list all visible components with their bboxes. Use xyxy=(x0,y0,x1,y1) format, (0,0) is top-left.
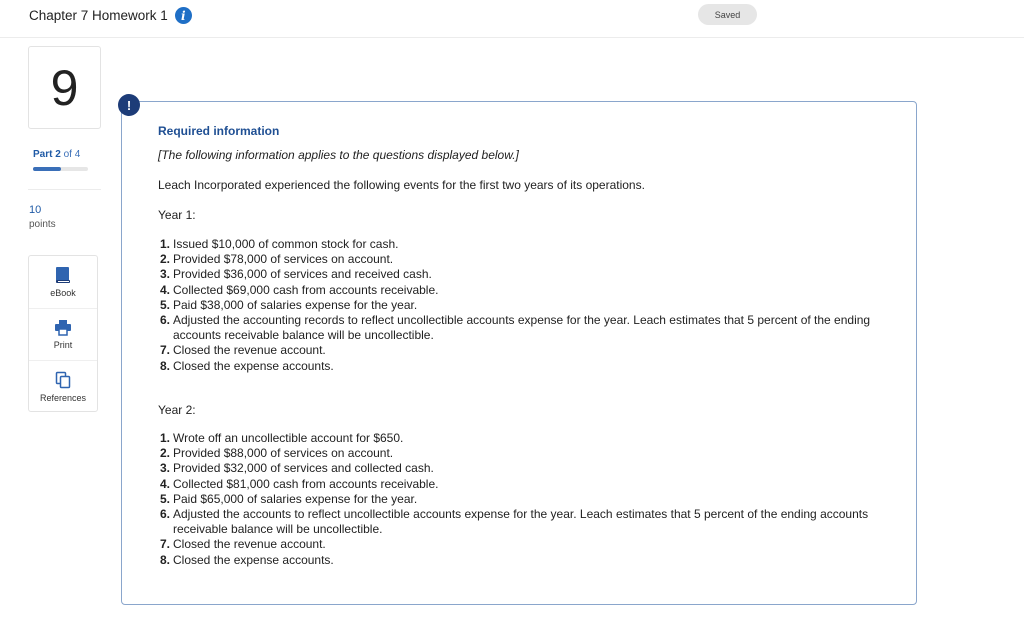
intro-text: Leach Incorporated experienced the following events for the first two years of its operations. xyxy=(158,178,645,192)
year1-event-item xyxy=(158,343,878,358)
print-label: Print xyxy=(53,340,73,350)
references-label: References xyxy=(39,393,87,403)
event-number: 6. xyxy=(160,507,171,522)
tools-panel xyxy=(28,255,98,412)
event-text: Provided $88,000 of services on account. xyxy=(173,446,394,461)
event-number: 7. xyxy=(160,537,171,552)
year1-event-item xyxy=(158,237,878,252)
ebook-label: eBook xyxy=(50,288,76,298)
year1-event-item xyxy=(158,359,878,374)
event-text: Closed the revenue account. xyxy=(173,537,326,552)
year2-event-item xyxy=(158,461,878,476)
required-info-title: Required information xyxy=(158,124,280,138)
references-icon xyxy=(55,371,71,389)
event-number: 2. xyxy=(160,252,171,267)
event-text: Collected $81,000 cash from accounts receivable. xyxy=(173,476,439,491)
event-text: Adjusted the accounts to reflect uncollectible accounts expense for the year. Leach estimates that 5 percent of the ending accounts receivable balance will be uncollectible. xyxy=(173,507,869,537)
year2-event-item xyxy=(158,537,878,552)
year1-heading: Year 1: xyxy=(158,208,196,222)
event-number: 8. xyxy=(160,358,171,373)
divider xyxy=(28,189,101,190)
event-number: 4. xyxy=(160,282,171,297)
year2-events-list xyxy=(158,431,878,568)
year1-event-item xyxy=(158,252,878,267)
ebook-button[interactable] xyxy=(29,256,97,308)
part-current: 2 xyxy=(55,149,61,160)
event-text: Closed the revenue account. xyxy=(173,343,326,358)
alert-icon: ! xyxy=(118,94,140,116)
year1-event-item xyxy=(158,313,878,343)
part-progress-bar xyxy=(33,167,88,171)
points-label: points xyxy=(29,219,56,230)
part-indicator xyxy=(33,149,80,160)
event-number: 4. xyxy=(160,476,171,491)
year2-event-item xyxy=(158,507,878,537)
event-number: 1. xyxy=(160,431,171,445)
event-text: Provided $32,000 of services and collected cash. xyxy=(173,461,434,476)
event-text: Provided $36,000 of services and received cash. xyxy=(173,267,432,282)
points-value: 10 xyxy=(29,204,42,216)
event-text: Wrote off an uncollectible account for $650. xyxy=(173,431,404,445)
part-progress-fill xyxy=(33,167,61,171)
print-button[interactable] xyxy=(29,308,97,360)
event-number: 7. xyxy=(160,343,171,358)
year1-event-item xyxy=(158,298,878,313)
saved-status-badge: Saved xyxy=(698,4,757,25)
event-text: Collected $69,000 cash from accounts receivable. xyxy=(173,282,439,297)
part-total: of 4 xyxy=(63,149,81,160)
applies-note: [The following information applies to the questions displayed below.] xyxy=(158,148,519,162)
year2-event-item xyxy=(158,477,878,492)
year2-event-item xyxy=(158,553,878,568)
book-icon xyxy=(55,266,71,284)
year2-event-item xyxy=(158,431,878,446)
event-text: Closed the expense accounts. xyxy=(173,552,334,567)
year1-event-item xyxy=(158,267,878,282)
event-number: 8. xyxy=(160,552,171,567)
event-number: 3. xyxy=(160,461,171,476)
year1-event-item xyxy=(158,283,878,298)
year2-event-item xyxy=(158,492,878,507)
year1-events-list xyxy=(158,237,878,374)
year2-heading: Year 2: xyxy=(158,403,196,417)
event-number: 2. xyxy=(160,446,171,461)
assignment-title-text: Chapter 7 Homework 1 xyxy=(29,8,168,23)
year2-event-item xyxy=(158,446,878,461)
printer-icon xyxy=(54,319,72,336)
event-text: Closed the expense accounts. xyxy=(173,358,334,373)
question-number: 9 xyxy=(28,46,101,129)
event-text: Adjusted the accounting records to reflect uncollectible accounts expense for the year. Leach estimates that 5 percent of the ending accounts receivable balance will be uncollectible. xyxy=(173,313,871,343)
event-number: 1. xyxy=(160,237,171,251)
event-text: Paid $38,000 of salaries expense for the year. xyxy=(173,297,418,312)
event-text: Paid $65,000 of salaries expense for the year. xyxy=(173,491,418,506)
event-number: 6. xyxy=(160,313,171,328)
event-number: 3. xyxy=(160,267,171,282)
info-icon[interactable]: i xyxy=(175,7,192,24)
event-text: Issued $10,000 of common stock for cash. xyxy=(173,237,399,251)
event-number: 5. xyxy=(160,491,171,506)
event-text: Provided $78,000 of services on account. xyxy=(173,252,394,267)
references-button[interactable] xyxy=(29,360,97,412)
event-number: 5. xyxy=(160,297,171,312)
assignment-title xyxy=(29,7,192,24)
top-bar xyxy=(0,0,1024,38)
part-label: Part xyxy=(33,149,53,160)
